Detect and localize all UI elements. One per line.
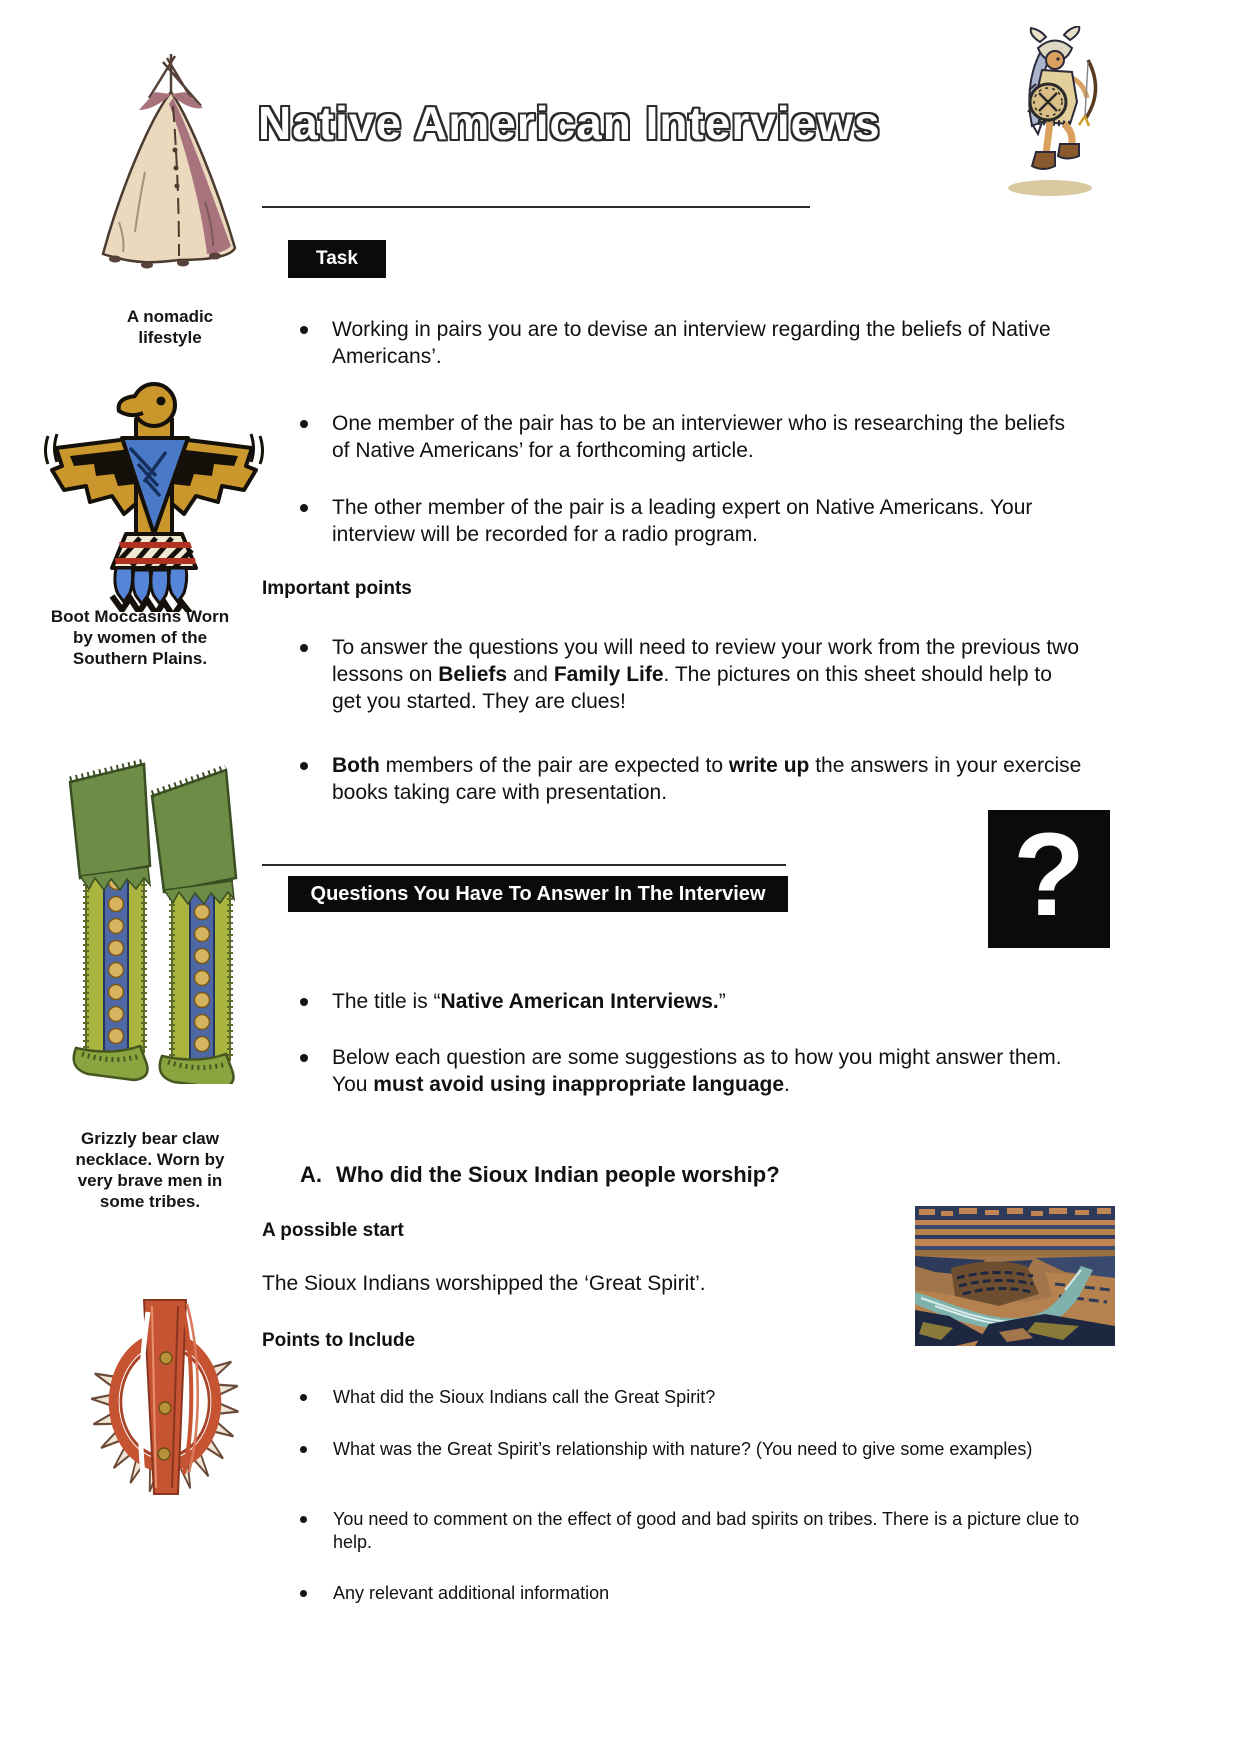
page-title: Native American Interviews bbox=[258, 97, 881, 149]
bullet-dot bbox=[300, 1590, 307, 1597]
title-divider bbox=[262, 206, 810, 208]
points-to-include-heading: Points to Include bbox=[262, 1330, 416, 1351]
points-bullet-3 bbox=[300, 1508, 1086, 1554]
task-bullet-1 bbox=[300, 316, 1086, 370]
bullet-text: You need to comment on the effect of good and bad spirits on tribes. There is a picture clue to help. bbox=[333, 1509, 1080, 1552]
bullet-dot bbox=[300, 1394, 307, 1401]
possible-start-text: The Sioux Indians worshipped the ‘Great Spirit’. bbox=[262, 1272, 706, 1295]
bullet-dot bbox=[300, 1516, 307, 1523]
question-a-label: A. bbox=[300, 1162, 322, 1187]
bullet-dot bbox=[300, 644, 308, 652]
bullet-dot bbox=[300, 998, 308, 1006]
questions-banner bbox=[288, 876, 788, 912]
points-bullet-2 bbox=[300, 1438, 1086, 1461]
bullet-dot bbox=[300, 1446, 307, 1453]
bullet-text: To answer the questions you will need to review your work from the previous two lessons on Beliefs and Family Life. The pictures on this sheet should help to get you started. They are clues! bbox=[332, 636, 1080, 713]
bear-claw-necklace-illustration bbox=[82, 1296, 247, 1496]
points-bullet-4 bbox=[300, 1582, 1086, 1605]
bullet-text: What did the Sioux Indians call the Great Spirit? bbox=[333, 1387, 716, 1407]
important-points-heading: Important points bbox=[262, 578, 412, 599]
task-label: Task bbox=[316, 248, 358, 269]
questions-banner-label: Questions You Have To Answer In The Interview bbox=[310, 882, 766, 905]
bullet-text: Any relevant additional information bbox=[333, 1583, 610, 1603]
question-a-heading bbox=[300, 1162, 780, 1188]
task-bullet-3 bbox=[300, 494, 1086, 548]
bullet-text: Both members of the pair are expected to write up the answers in your exercise books taking care with presentation. bbox=[332, 754, 1082, 804]
bear-claw-necklace-caption: Grizzly bear claw necklace. Worn by very brave men in some tribes. bbox=[75, 1129, 225, 1211]
task-bullet-2 bbox=[300, 410, 1086, 464]
bullet-dot bbox=[300, 762, 308, 770]
possible-start-heading: A possible start bbox=[262, 1220, 404, 1241]
important-bullet-1 bbox=[300, 634, 1086, 715]
question-mark-icon: ? bbox=[1012, 809, 1086, 941]
question-mark-box bbox=[988, 810, 1110, 948]
bullet-text: The title is “Native American Interviews.” bbox=[332, 990, 726, 1013]
boot-moccasins-caption: Boot Moccasins Worn by women of the Southern Plains. bbox=[50, 607, 230, 668]
question-a-text: Who did the Sioux Indian people worship? bbox=[336, 1162, 780, 1187]
bullet-text: Below each question are some suggestions as to how you might answer them. You must avoid using inappropriate language. bbox=[332, 1046, 1062, 1096]
section-divider bbox=[262, 864, 786, 866]
thunderbird-illustration bbox=[42, 372, 266, 612]
bullet-dot bbox=[300, 1054, 308, 1062]
points-bullet-1 bbox=[300, 1386, 1086, 1409]
bullet-dot bbox=[300, 326, 308, 334]
canyon-illustration bbox=[915, 1206, 1115, 1346]
task-header bbox=[288, 240, 386, 278]
warrior-dancer-illustration bbox=[992, 26, 1107, 201]
bullet-text: What was the Great Spirit’s relationship with nature? (You need to give some examples) bbox=[333, 1439, 1033, 1459]
boot-moccasins-illustration bbox=[62, 748, 242, 1084]
bullet-dot bbox=[300, 504, 308, 512]
tipi-caption: A nomadic lifestyle bbox=[126, 307, 214, 347]
tipi-illustration bbox=[85, 52, 255, 272]
bullet-text: One member of the pair has to be an interviewer who is researching the beliefs of Native Americans’ for a forthcoming article. bbox=[332, 412, 1066, 462]
bullet-dot bbox=[300, 420, 308, 428]
bullet-text: The other member of the pair is a leading expert on Native Americans. Your interview will be recorded for a radio program. bbox=[332, 496, 1033, 546]
intro-bullet-1 bbox=[300, 988, 1086, 1015]
bullet-text: Working in pairs you are to devise an interview regarding the beliefs of Native Americans’. bbox=[332, 318, 1051, 368]
intro-bullet-2 bbox=[300, 1044, 1086, 1098]
important-bullet-2 bbox=[300, 752, 1086, 806]
